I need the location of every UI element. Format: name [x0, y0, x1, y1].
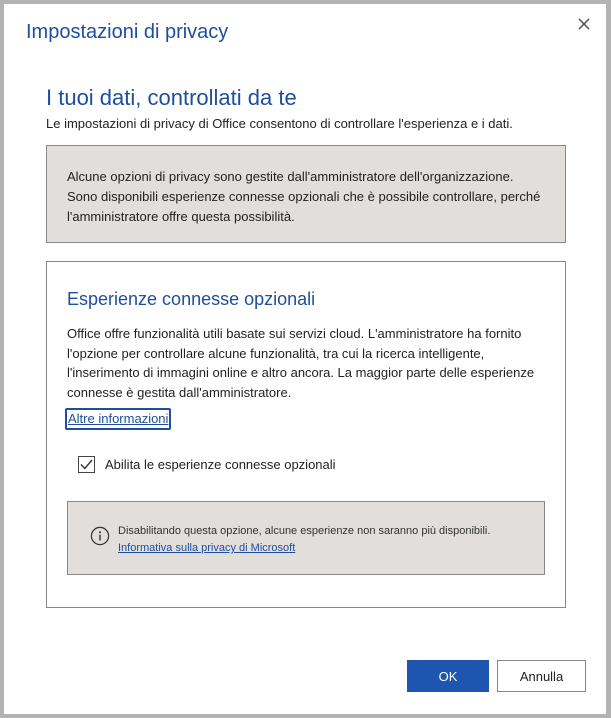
checkmark-icon — [80, 459, 93, 470]
privacy-statement-link[interactable]: Informativa sulla privacy di Microsoft — [118, 542, 296, 554]
optional-experiences-checkbox-row[interactable] — [78, 456, 336, 473]
admin-notice-text: Alcune opzioni di privacy sono gestite dall'amministratore dell'organizzazione. Sono disponibili esperienze connesse opzionali che è possibile controllare, perché l'amministratore offre questa possibilità. — [67, 169, 541, 224]
more-info-link[interactable]: Altre informazioni — [65, 408, 171, 430]
info-text-block — [118, 523, 490, 557]
privacy-settings-dialog — [4, 4, 606, 714]
dialog-title: Impostazioni di privacy — [26, 21, 229, 43]
optional-experiences-section — [46, 261, 566, 608]
section-description: Office offre funzionalità utili basate sui servizi cloud. L'amministratore ha fornito l'opzione per controllare alcune funzionalità, tra cui la ricerca intelligente, l'inserimento di immagini online e altro ancora. La maggior parte delle esperienze connesse è gestita dall'amministratore. — [67, 326, 535, 400]
info-notice — [67, 501, 545, 575]
info-text: Disabilitando questa opzione, alcune esperienze non saranno più disponibili. — [118, 525, 491, 537]
close-icon — [578, 18, 590, 30]
checkbox-label: Abilita le esperienze connesse opzionali — [105, 457, 336, 472]
cancel-button[interactable]: Annulla — [497, 660, 586, 692]
close-button[interactable] — [576, 16, 592, 32]
optional-experiences-checkbox[interactable] — [78, 456, 95, 473]
ok-button[interactable]: OK — [407, 660, 489, 692]
section-title: Esperienze connesse opzionali — [67, 289, 316, 309]
info-icon — [90, 526, 110, 546]
admin-notice — [46, 145, 566, 243]
hero-title: I tuoi dati, controllati da te — [46, 85, 297, 110]
hero-subtitle: Le impostazioni di privacy di Office consentono di controllare l'esperienza e i dati. — [46, 116, 513, 131]
